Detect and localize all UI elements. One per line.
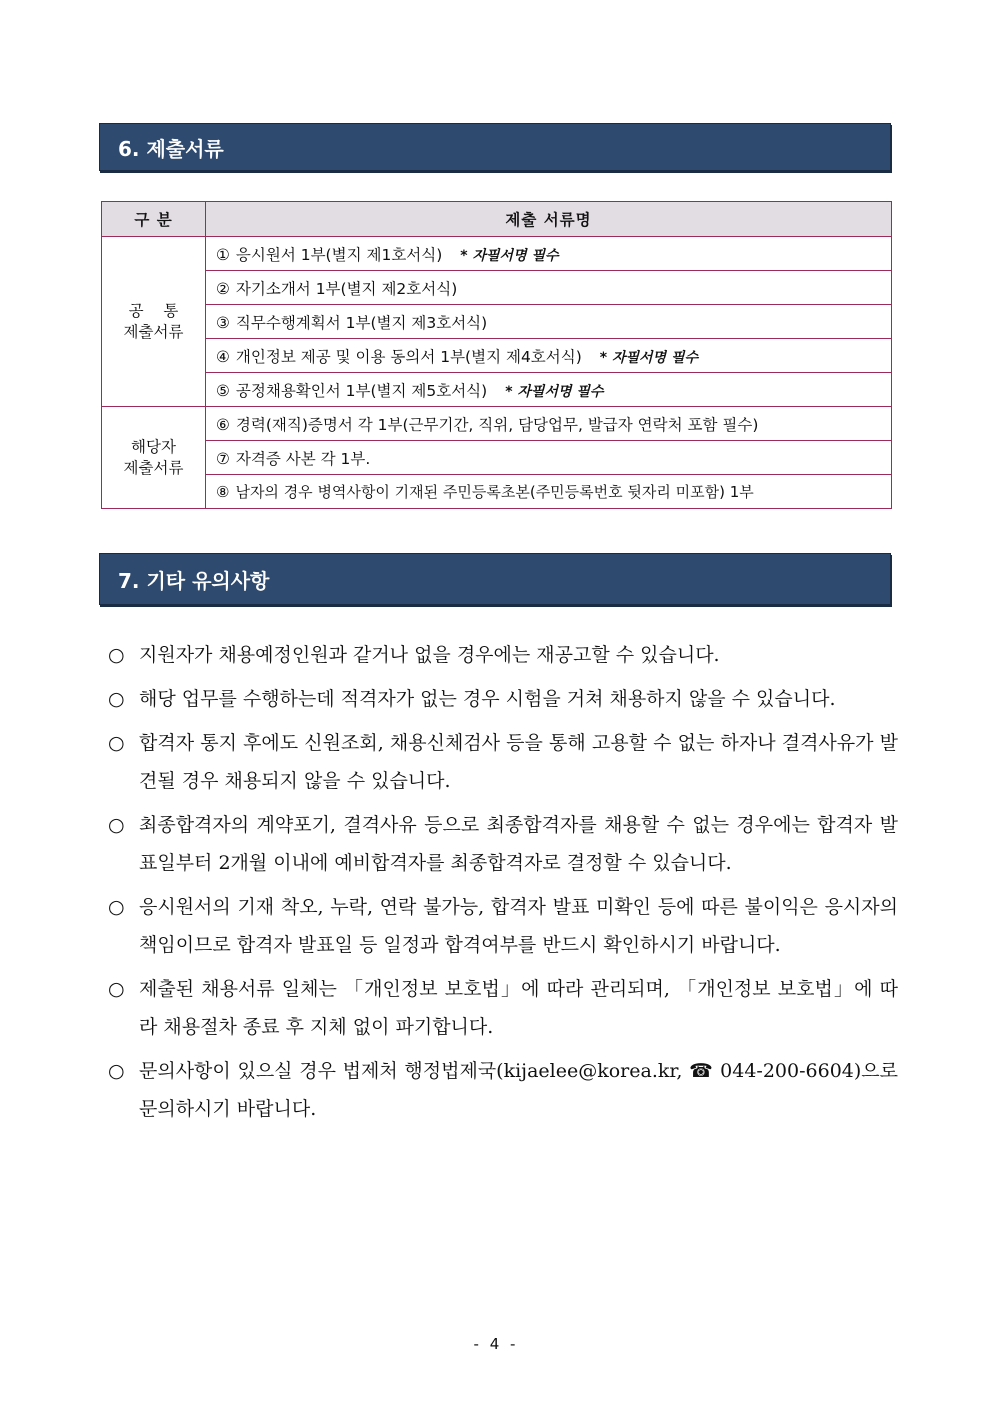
list-item [108, 1052, 898, 1128]
signature-note: * 자필서명 필수 [505, 383, 604, 400]
list-item: ○ 해당 업무를 수행하는데 적격자가 없는 경우 시험을 거쳐 채용하지 않을 수 있습니다. [108, 680, 898, 718]
submission-documents-table [101, 201, 892, 509]
notice-list [108, 636, 898, 1134]
bullet-icon: ○ [108, 1060, 125, 1082]
table-row [102, 305, 892, 339]
list-item: ○ 제출된 채용서류 일체는 「개인정보 보호법」에 따라 관리되며, 「개인정보 보호법」에 따라 채용절차 종료 후 지체 없이 파기합니다. [108, 970, 898, 1046]
document-cell: ⑧ 남자의 경우 병역사항이 기재된 주민등록초본(주민등록번호 뒷자리 미포함) 1부 [206, 475, 892, 509]
bullet-icon: ○ [108, 688, 125, 710]
table-row [102, 271, 892, 305]
category-common: 공 통 제출서류 [102, 237, 206, 407]
list-item: ○ 합격자 통지 후에도 신원조회, 채용신체검사 등을 통해 고용할 수 없는 하자나 결격사유가 발견될 경우 채용되지 않을 수 있습니다. [108, 724, 898, 800]
table-row [102, 475, 892, 509]
category-applicable: 해당자 제출서류 [102, 407, 206, 509]
section-7-title: 7. 기타 유의사항 [118, 568, 270, 593]
document-cell: ⑥ 경력(재직)증명서 각 1부(근무기간, 직위, 담당업무, 발급자 연락처 포함 필수) [206, 407, 892, 441]
signature-note: * 자필서명 필수 [460, 247, 559, 264]
document-cell: ① 응시원서 1부(별지 제1호서식) * 자필서명 필수 [206, 237, 892, 271]
document-cell: ⑦ 자격증 사본 각 1부. [206, 441, 892, 475]
document-cell: ② 자기소개서 1부(별지 제2호서식) [206, 271, 892, 305]
page-number: - 4 - [473, 1335, 519, 1353]
contact-info: 문의사항이 있으실 경우 법제처 행정법제국(kijaelee@korea.kr, ☎ 044-200-6604)으로 문의하시기 바랍니다. [139, 1060, 898, 1120]
bullet-icon: ○ [108, 814, 125, 836]
section-6-header [99, 123, 891, 171]
header-category: 구 분 [102, 202, 206, 237]
table-row [102, 441, 892, 475]
bullet-icon: ○ [108, 732, 125, 754]
table-row [102, 339, 892, 373]
header-document-name: 제출 서류명 [206, 202, 892, 237]
section-7-header [99, 553, 891, 605]
bullet-icon: ○ [108, 644, 125, 666]
list-item: ○ 응시원서의 기재 착오, 누락, 연락 불가능, 합격자 발표 미확인 등에 따른 불이익은 응시자의 책임이므로 합격자 발표일 등 일정과 합격여부를 반드시 확인하시기 바랍니다. [108, 888, 898, 964]
section-6-title: 6. 제출서류 [118, 136, 224, 161]
table-row [102, 407, 892, 441]
document-cell: ⑤ 공정채용확인서 1부(별지 제5호서식) * 자필서명 필수 [206, 373, 892, 407]
table-row [102, 373, 892, 407]
signature-note: * 자필서명 필수 [599, 349, 698, 366]
list-item: ○ 지원자가 채용예정인원과 같거나 없을 경우에는 재공고할 수 있습니다. [108, 636, 898, 674]
bullet-icon: ○ [108, 896, 125, 918]
bullet-icon: ○ [108, 978, 125, 1000]
table-row [102, 237, 892, 271]
table-header-row [102, 202, 892, 237]
list-item: ○ 최종합격자의 계약포기, 결격사유 등으로 최종합격자를 채용할 수 없는 경우에는 합격자 발표일부터 2개월 이내에 예비합격자를 최종합격자로 결정할 수 있습니다. [108, 806, 898, 882]
document-cell: ④ 개인정보 제공 및 이용 동의서 1부(별지 제4호서식) * 자필서명 필수 [206, 339, 892, 373]
document-cell: ③ 직무수행계획서 1부(별지 제3호서식) [206, 305, 892, 339]
